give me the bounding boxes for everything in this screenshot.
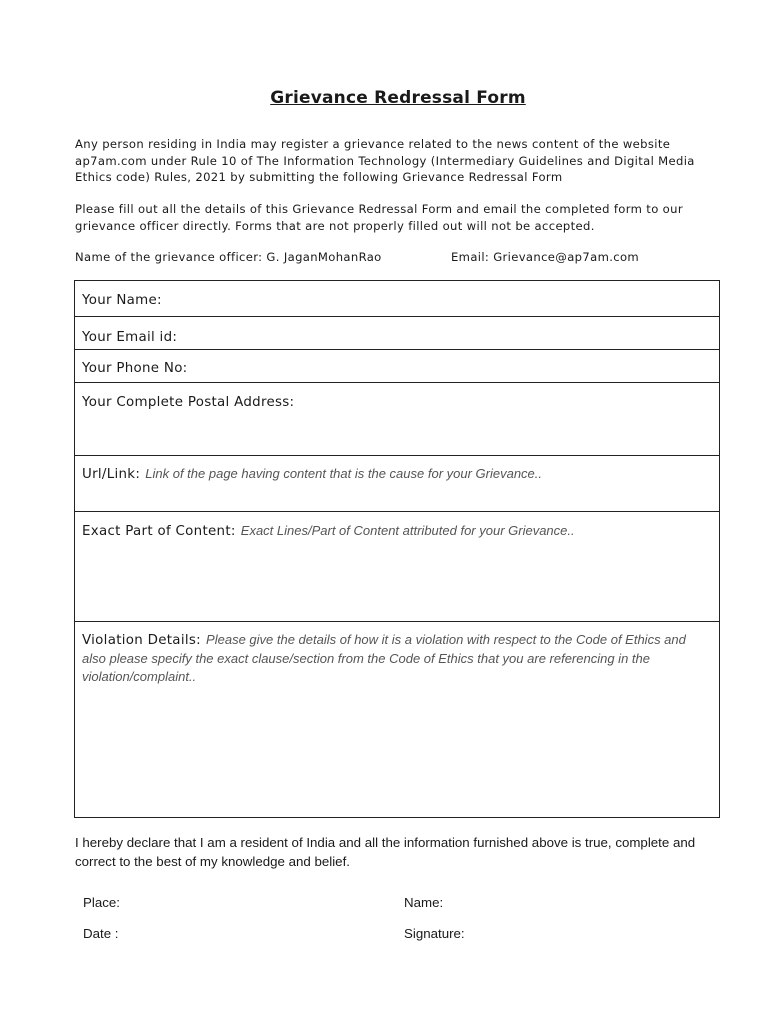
name-field[interactable]	[75, 281, 719, 317]
phone-field[interactable]	[75, 350, 719, 383]
violation-label: Violation Details:	[82, 633, 201, 648]
email-label: Your Email id:	[82, 330, 178, 345]
instructions-paragraph: Please fill out all the details of this Grievance Redressal Form and email the completed form to our grievance officer directly. Forms that are not properly filled out will not be accepted.	[75, 202, 683, 233]
url-field[interactable]	[75, 456, 719, 512]
grievance-officer-name: Name of the grievance officer: G. JaganMohanRao	[75, 250, 382, 264]
postal-address-field[interactable]	[75, 383, 719, 456]
violation-details-field[interactable]	[75, 622, 719, 817]
content-field[interactable]	[75, 512, 719, 622]
phone-label: Your Phone No:	[82, 361, 188, 376]
grievance-officer-email: Email: Grievance@ap7am.com	[451, 250, 640, 264]
content-label: Exact Part of Content:	[82, 524, 236, 539]
url-label: Url/Link:	[82, 467, 141, 482]
place-label: Place:	[83, 895, 120, 910]
postal-address-label: Your Complete Postal Address:	[82, 395, 295, 410]
intro-paragraph: Any person residing in India may register a grievance related to the news content of the website ap7am.com under Rule 10 of The Information Technology (Intermediary Guidelines and Digital Media Ethics code) Rules, 2021 by submitting the following Grievance Redressal Form	[75, 137, 695, 184]
email-field[interactable]	[75, 317, 719, 350]
violation-hint: Please give the details of how it is a violation with respect to the Code of Ethics and also please specify the exact clause/section from the Code of Ethics that you are referencing in the violation/complaint..	[82, 632, 686, 684]
declaration-text: I hereby declare that I am a resident of India and all the information furnished above is true, complete and correct to the best of my knowledge and belief.	[75, 835, 696, 869]
signoff-name-label: Name:	[404, 895, 444, 910]
grievance-form-table	[74, 280, 720, 818]
signature-label: Signature:	[404, 926, 465, 941]
date-label: Date :	[83, 926, 119, 941]
name-label: Your Name:	[82, 293, 162, 308]
url-hint: Link of the page having content that is the cause for your Grievance..	[145, 466, 543, 481]
form-title: Grievance Redressal Form	[270, 88, 526, 108]
content-hint: Exact Lines/Part of Content attributed for your Grievance..	[240, 523, 575, 538]
